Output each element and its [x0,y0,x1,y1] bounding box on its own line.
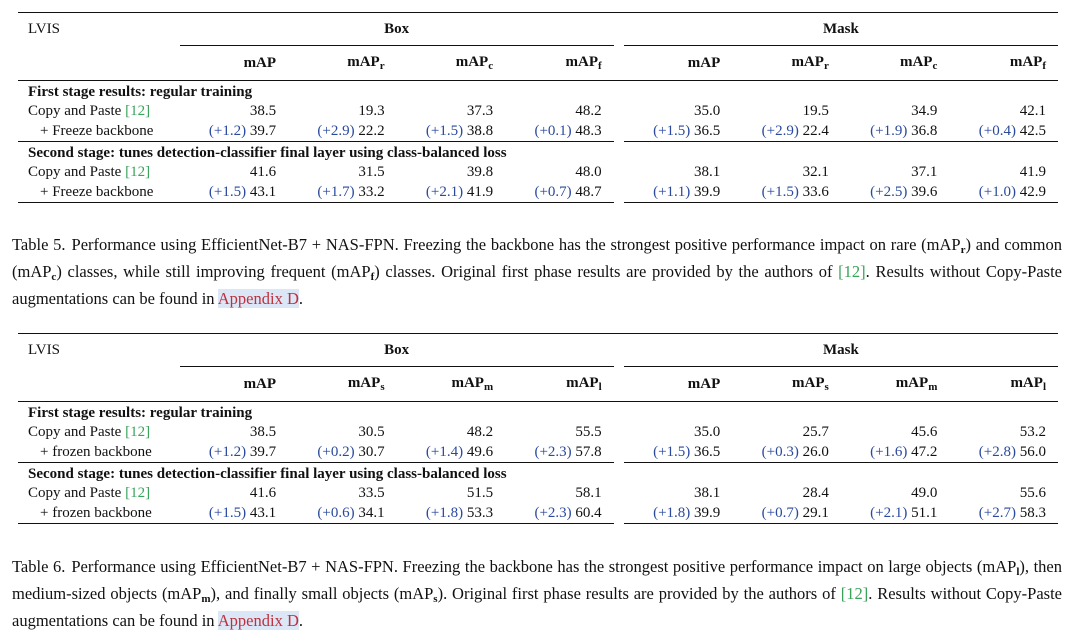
delta-value: (+1.2) [208,443,247,460]
cell-value: 49.6 [466,443,494,460]
column-header [949,367,1058,402]
delta-value: (+1.6) [870,443,908,460]
row-label [18,503,180,524]
table-cell [624,101,733,121]
cell-value: 25.7 [802,423,829,440]
citation-link[interactable]: [12] [838,262,866,281]
column-header-base: mAP [895,375,929,391]
cell-value: 53.2 [1019,423,1046,440]
citation-link[interactable]: [12] [125,163,151,180]
table-cell [180,182,289,203]
table-row [18,182,1058,203]
table-row [18,422,1058,442]
table-cell [949,162,1058,182]
cell-value: 55.6 [1019,484,1046,501]
table-cell [732,483,841,503]
cell-value: 42.9 [1019,183,1046,200]
table-cell [841,442,950,463]
cell-value: 38.5 [249,423,277,440]
table-cell [397,101,506,121]
table-cell [949,422,1058,442]
column-header-base: mAP [243,54,277,71]
table-cell [624,442,733,463]
column-header [732,367,841,402]
row-label-text: Copy and Paste [28,102,122,119]
table-cell [841,101,950,121]
table-cell [397,483,506,503]
table-cell [732,503,841,524]
citation-link[interactable]: [12] [125,423,151,440]
table-cell [397,503,506,524]
column-header-subscript: s [380,381,385,393]
delta-value: (+0.7) [534,183,572,200]
table-cell [841,162,950,182]
table-cell [949,503,1058,524]
row-label [18,442,180,463]
column-header-subscript: m [928,381,938,393]
column-header-subscript: r [823,60,829,72]
delta-value: (+2.7) [978,504,1016,521]
table-cell [505,503,614,524]
citation-link[interactable]: [12] [125,484,151,501]
group-header: Mask [624,334,1058,367]
cell-value: 39.8 [466,163,494,180]
table-cell [624,162,733,182]
table-cell [288,121,397,142]
section-title: First stage results: regular training [28,405,253,421]
table-cell [505,182,614,203]
column-header-subscript: c [932,60,938,72]
cell-value: 41.6 [249,163,277,180]
caption-subscript: l [1016,566,1020,578]
caption-label: Table 6. [12,557,66,576]
column-header [397,367,506,402]
column-header-subscript: c [488,60,494,72]
caption-text: ), and finally small objects (mAP [210,584,434,603]
table-row [18,121,1058,142]
table-cell [505,483,614,503]
table-cell [180,101,289,121]
column-header [397,46,506,81]
column-header [288,46,397,81]
citation-link[interactable]: [12] [840,584,869,603]
cell-value: 48.7 [575,183,602,200]
table-cell [397,182,506,203]
delta-value: (+2.9) [761,122,799,139]
table-cell [505,101,614,121]
cell-value: 35.0 [694,423,721,440]
column-header-base: mAP [687,54,721,71]
table-cell [180,121,289,142]
table-6 [18,333,1058,524]
caption-text: ) classes. Original first phase results are provided by the authors of [374,262,839,281]
caption-text: . Results without Copy-Paste augmentations can be found in [12,262,1062,308]
caption-text: . Results without Copy-Paste augmentations can be found in [12,584,1063,630]
cell-value: 45.6 [911,423,938,440]
table-cell [949,483,1058,503]
column-header-base: mAP [347,54,380,70]
caption-text: . [298,289,303,308]
caption-subscript: f [370,271,375,283]
table-cell [288,162,397,182]
column-header [732,46,841,81]
table-cell [841,483,950,503]
table-cell [949,101,1058,121]
appendix-link[interactable]: Appendix D [217,611,299,630]
table-cell [180,503,289,524]
cell-value: 41.9 [466,183,494,200]
table-row [18,101,1058,121]
table-cell [505,162,614,182]
cell-value: 19.3 [358,102,385,119]
table-cell [505,422,614,442]
caption-subscript: r [960,244,966,256]
column-header-subscript: m [483,381,494,393]
column-header [505,46,614,81]
table-cell [732,101,841,121]
cell-value: 38.1 [694,163,721,180]
delta-value: (+1.5) [208,183,247,200]
appendix-link[interactable]: Appendix D [217,289,299,308]
column-header-subscript: l [1042,381,1046,393]
cell-value: 48.2 [575,102,602,119]
cell-value: 34.1 [358,504,385,521]
table-cell [949,182,1058,203]
row-label-text: + frozen backbone [40,443,152,460]
cell-value: 39.7 [249,122,277,139]
table-cell [841,121,950,142]
table-cell [397,422,506,442]
column-header [505,367,614,402]
row-label [18,483,180,503]
column-header-base: mAP [566,375,599,391]
cell-value: 48.3 [575,122,602,139]
table-cell [732,121,841,142]
table-row [18,483,1058,503]
delta-value: (+2.9) [317,122,355,139]
delta-value: (+1.2) [208,122,247,139]
cell-value: 51.1 [911,504,938,521]
cell-value: 35.0 [694,102,721,119]
cell-value: 48.0 [575,163,602,180]
section-title: Second stage: tunes detection-classifier final layer using class-balanced loss [28,145,507,161]
cell-value: 36.8 [911,122,938,139]
caption-subscript: s [433,593,438,605]
delta-value: (+1.5) [653,122,691,139]
table-cell [180,442,289,463]
table-row [18,442,1058,463]
delta-value: (+1.5) [653,443,691,460]
cell-value: 38.8 [466,122,494,139]
table-cell [288,182,397,203]
cell-value: 36.5 [694,122,721,139]
cell-value: 32.1 [802,163,829,180]
column-header-base: mAP [899,54,933,70]
column-header-base: mAP [455,54,489,70]
results-table [18,333,1058,524]
column-header [624,46,733,81]
column-header-base: mAP [792,375,825,391]
caption-subscript: m [201,593,211,605]
table-cell [732,182,841,203]
cell-value: 58.3 [1019,504,1046,521]
cell-value: 43.1 [249,504,277,521]
table-cell [397,162,506,182]
row-label-text: Copy and Paste [28,163,122,180]
cell-value: 37.3 [466,102,494,119]
table-cell [732,422,841,442]
citation-link[interactable]: [12] [125,102,151,119]
row-label-text: Copy and Paste [28,423,122,440]
table-cell [288,503,397,524]
delta-value: (+0.1) [534,122,572,139]
column-header-subscript: r [379,60,385,72]
column-header-base: mAP [347,375,381,391]
cell-value: 57.8 [575,443,602,460]
delta-value: (+1.5) [208,504,247,521]
column-header [841,46,950,81]
cell-value: 19.5 [802,102,829,119]
cell-value: 42.5 [1019,122,1046,139]
cell-value: 55.5 [575,423,602,440]
corner-label: LVIS [18,13,180,46]
cell-value: 58.1 [575,484,602,501]
column-header-subscript: f [598,60,602,72]
cell-value: 36.5 [694,443,721,460]
column-header-base: mAP [243,375,277,392]
table-cell [624,503,733,524]
cell-value: 53.3 [466,504,494,521]
results-table [18,12,1058,203]
cell-value: 26.0 [802,443,829,460]
group-header: Box [180,13,614,46]
row-label [18,422,180,442]
delta-value: (+0.4) [978,122,1016,139]
cell-value: 37.1 [911,163,938,180]
column-header-subscript: s [824,381,829,393]
table-cell [505,121,614,142]
delta-value: (+1.4) [425,443,464,460]
cell-value: 34.9 [911,102,938,119]
column-header-subscript: l [598,381,602,393]
table-cell [949,442,1058,463]
cell-value: 28.4 [802,484,829,501]
delta-value: (+2.3) [534,443,572,460]
delta-value: (+0.2) [317,443,355,460]
caption-text: Performance using EfficientNet-B7 + NAS-FPN. Freezing the backbone has the strongest positive performance impact on large objects (mAP [71,557,1017,576]
row-label-text: Copy and Paste [28,484,122,501]
cell-value: 39.7 [249,443,277,460]
group-header: Box [180,334,614,367]
column-header [624,367,733,402]
caption-text: Performance using EfficientNet-B7 + NAS-FPN. Freezing the backbone has the strongest positive performance impact on rare (mAP [71,235,961,254]
table-row [18,162,1058,182]
table-cell [732,442,841,463]
cell-value: 22.2 [358,122,385,139]
corner-label: LVIS [18,334,180,367]
delta-value: (+2.5) [870,183,908,200]
cell-value: 39.9 [694,183,721,200]
table-6-caption [12,556,1062,632]
row-label [18,182,180,203]
table-cell [841,503,950,524]
row-label [18,101,180,121]
table-cell [180,422,289,442]
cell-value: 22.4 [802,122,829,139]
table-cell [624,422,733,442]
section-title: Second stage: tunes detection-classifier final layer using class-balanced loss [28,466,507,482]
cell-value: 60.4 [575,504,602,521]
table-cell [180,483,289,503]
delta-value: (+1.5) [425,122,464,139]
cell-value: 33.2 [358,183,385,200]
delta-value: (+1.1) [653,183,691,200]
cell-value: 42.1 [1019,102,1046,119]
table-cell [180,162,289,182]
row-label-text: + Freeze backbone [40,183,154,200]
section-title: First stage results: regular training [28,84,253,100]
delta-value: (+1.7) [317,183,355,200]
table-cell [397,121,506,142]
column-header-base: mAP [687,375,721,392]
table-cell [288,483,397,503]
delta-value: (+0.7) [761,504,799,521]
column-header-base: mAP [791,54,824,70]
column-header [180,367,289,402]
delta-value: (+0.3) [761,443,799,460]
cell-value: 48.2 [466,423,494,440]
cell-value: 43.1 [249,183,277,200]
table-cell [624,121,733,142]
table-cell [624,483,733,503]
column-header-base: mAP [1010,375,1043,391]
cell-value: 30.5 [358,423,385,440]
column-header [949,46,1058,81]
cell-value: 56.0 [1019,443,1046,460]
cell-value: 30.7 [358,443,385,460]
table-cell [949,121,1058,142]
column-header [180,46,289,81]
table-cell [624,182,733,203]
table-cell [288,442,397,463]
column-header-base: mAP [1009,54,1043,70]
delta-value: (+1.8) [653,504,691,521]
delta-value: (+1.5) [761,183,799,200]
caption-subscript: c [51,271,57,283]
column-header-base: mAP [451,375,484,391]
column-header-subscript: f [1042,60,1046,72]
group-header: Mask [624,13,1058,46]
cell-value: 38.1 [694,484,721,501]
table-cell [841,182,950,203]
column-header-base: mAP [565,54,598,70]
cell-value: 33.6 [802,183,829,200]
column-header [841,367,950,402]
cell-value: 39.9 [694,504,721,521]
cell-value: 51.5 [466,484,494,501]
row-label-text: + frozen backbone [40,504,152,521]
cell-value: 38.5 [249,102,277,119]
caption-text: ) and common (mAP [12,235,1062,281]
cell-value: 47.2 [911,443,938,460]
delta-value: (+1.0) [978,183,1016,200]
table-cell [397,442,506,463]
delta-value: (+2.1) [425,183,464,200]
caption-label: Table 5. [12,235,66,254]
cell-value: 41.9 [1019,163,1046,180]
table-cell [841,422,950,442]
cell-value: 31.5 [358,163,385,180]
row-label [18,162,180,182]
cell-value: 41.6 [249,484,277,501]
caption-text: ) classes, while still improving frequent (mAP [56,262,371,281]
table-cell [732,162,841,182]
table-row [18,503,1058,524]
cell-value: 49.0 [911,484,938,501]
cell-value: 39.6 [911,183,938,200]
column-header [288,367,397,402]
cell-value: 29.1 [802,504,829,521]
delta-value: (+2.1) [870,504,908,521]
caption-text: ), then medium-sized objects (mAP [12,557,1062,603]
delta-value: (+0.6) [317,504,355,521]
caption-text: ). Original first phase results are provided by the authors of [437,584,841,603]
cell-value: 33.5 [358,484,385,501]
delta-value: (+2.3) [534,504,572,521]
table-cell [288,422,397,442]
caption-text: . [298,611,303,630]
delta-value: (+1.9) [870,122,908,139]
table-cell [505,442,614,463]
delta-value: (+2.8) [978,443,1016,460]
table-5-caption [12,234,1062,310]
row-label [18,121,180,142]
row-label-text: + Freeze backbone [40,122,154,139]
table-5 [18,12,1058,203]
table-cell [288,101,397,121]
delta-value: (+1.8) [425,504,464,521]
